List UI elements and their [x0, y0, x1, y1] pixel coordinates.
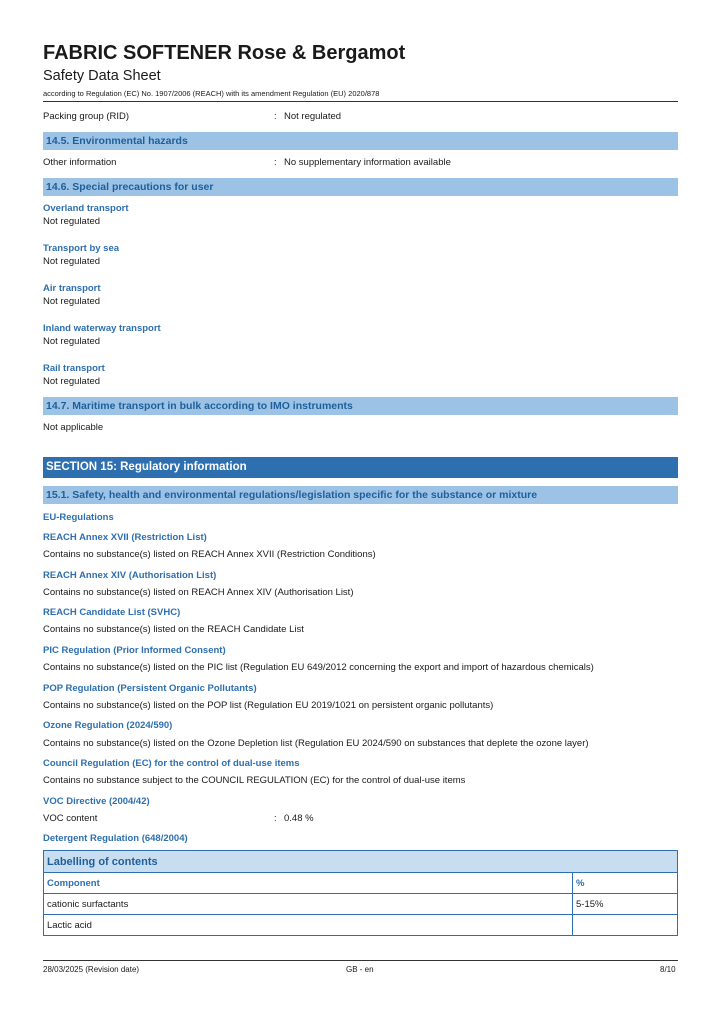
footer-divider	[43, 960, 678, 961]
other-information-value: No supplementary information available	[284, 157, 451, 168]
overland-transport-title: Overland transport	[43, 203, 129, 214]
pop-regulation-title: POP Regulation (Persistent Organic Pollutants)	[43, 683, 257, 694]
heading-15-1	[43, 486, 678, 504]
ozone-regulation-title: Ozone Regulation (2024/590)	[43, 720, 173, 731]
heading-14-5	[43, 132, 678, 150]
table-cell: Lactic acid	[44, 915, 573, 936]
section-15-heading	[43, 457, 678, 478]
separator: :	[274, 813, 277, 824]
inland-waterway-text: Not regulated	[43, 336, 101, 347]
ozone-regulation-text: Contains no substance(s) listed on the Ozone Depletion list (Regulation EU 2024/590 on substances that deplete the ozone layer)	[43, 738, 589, 749]
heading-14-7	[43, 397, 678, 415]
document-title: FABRIC SOFTENER Rose & Bergamot	[43, 42, 406, 64]
rail-transport-title: Rail transport	[43, 363, 105, 374]
language-code: GB - en	[346, 965, 374, 974]
pop-regulation-text: Contains no substance(s) listed on the POP list (Regulation EU 2019/1021 on persistent organic pollutants)	[43, 700, 494, 711]
separator: :	[274, 157, 277, 168]
packing-group-label: Packing group (RID)	[43, 111, 130, 122]
air-transport-title: Air transport	[43, 283, 101, 294]
transport-by-sea-title: Transport by sea	[43, 243, 120, 254]
header-divider	[43, 101, 678, 102]
table-row	[44, 915, 678, 936]
pic-regulation-text: Contains no substance(s) listed on the PIC list (Regulation EU 649/2012 concerning the export and import of hazardous chemicals)	[43, 662, 594, 673]
heading-14-6-text: 14.6. Special precautions for user	[46, 181, 214, 193]
labelling-table	[43, 850, 678, 936]
column-header-percent: %	[573, 873, 678, 894]
document-subtitle: Safety Data Sheet	[43, 68, 161, 84]
packing-group-value: Not regulated	[284, 111, 342, 122]
dual-use-title: Council Regulation (EC) for the control of dual-use items	[43, 758, 300, 769]
overland-transport-text: Not regulated	[43, 216, 101, 227]
table-cell: 5-15%	[573, 894, 678, 915]
bulk-transport-text: Not applicable	[43, 422, 104, 433]
revision-date: 28/03/2025 (Revision date)	[43, 965, 140, 974]
reach-annex-xvii-text: Contains no substance(s) listed on REACH Annex XVII (Restriction Conditions)	[43, 549, 376, 560]
reach-candidate-title: REACH Candidate List (SVHC)	[43, 607, 181, 618]
voc-content-value: 0.48 %	[284, 813, 314, 824]
page-number: 8/10	[660, 965, 676, 974]
rail-transport-text: Not regulated	[43, 376, 101, 387]
column-header-component: Component	[44, 873, 573, 894]
table-cell	[573, 915, 678, 936]
reach-annex-xiv-text: Contains no substance(s) listed on REACH Annex XIV (Authorisation List)	[43, 587, 354, 598]
regulation-note: according to Regulation (EC) No. 1907/2006 (REACH) with its amendment Regulation (EU) 2020/878	[43, 89, 380, 98]
pic-regulation-title: PIC Regulation (Prior Informed Consent)	[43, 645, 226, 656]
table-row	[44, 894, 678, 915]
reach-candidate-text: Contains no substance(s) listed on the REACH Candidate List	[43, 624, 304, 635]
table-cell: cationic surfactants	[44, 894, 573, 915]
reach-annex-xvii-title: REACH Annex XVII (Restriction List)	[43, 532, 207, 543]
section-15-heading-text: SECTION 15: Regulatory information	[46, 461, 247, 473]
air-transport-text: Not regulated	[43, 296, 101, 307]
heading-14-5-text: 14.5. Environmental hazards	[46, 135, 188, 147]
heading-15-1-text: 15.1. Safety, health and environmental regulations/legislation specific for the substance or mixture	[46, 489, 538, 501]
reach-annex-xiv-title: REACH Annex XIV (Authorisation List)	[43, 570, 217, 581]
labelling-table-title: Labelling of contents	[44, 851, 678, 873]
voc-content-label: VOC content	[43, 813, 98, 824]
eu-regulations-title: EU-Regulations	[43, 512, 114, 523]
voc-directive-title: VOC Directive (2004/42)	[43, 796, 150, 807]
transport-by-sea-text: Not regulated	[43, 256, 101, 267]
detergent-regulation-title: Detergent Regulation (648/2004)	[43, 833, 188, 844]
inland-waterway-title: Inland waterway transport	[43, 323, 161, 334]
dual-use-text: Contains no substance subject to the COUNCIL REGULATION (EC) for the control of dual-use items	[43, 775, 466, 786]
heading-14-6	[43, 178, 678, 196]
separator: :	[274, 111, 277, 122]
heading-14-7-text: 14.7. Maritime transport in bulk according to IMO instruments	[46, 400, 353, 412]
other-information-label: Other information	[43, 157, 117, 168]
